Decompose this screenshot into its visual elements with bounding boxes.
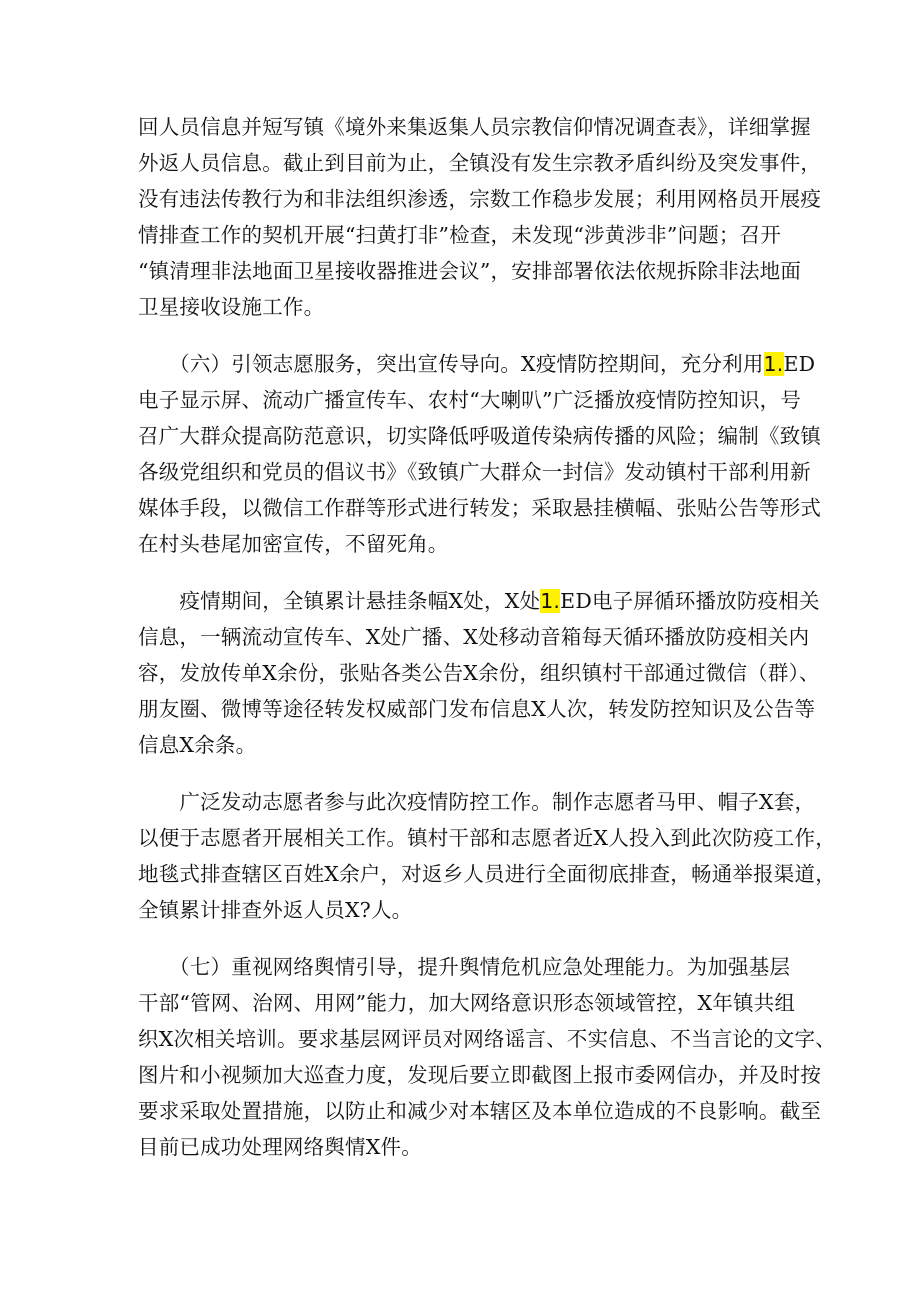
text-line	[138, 382, 802, 418]
text-line	[138, 892, 792, 928]
text-segment: 媒体手段，以微信工作群等形式进行转发；采取悬挂横幅、张贴公告等形式	[138, 496, 822, 520]
text-line	[138, 346, 816, 382]
text-segment: 要求采取处置措施，以防止和减少对本辖区及本单位造成的不良影响。截至	[138, 1099, 822, 1123]
text-segment: “镇清理非法地面卫星接收器推进会议”，安排部署依法依规拆除非法地面	[138, 259, 802, 283]
text-line	[138, 490, 822, 526]
text-segment: 各级党组织和党员的倡议书》《致镇广大群众一封信》发动镇村干部利用新	[138, 460, 811, 484]
text-segment: 干部“管网、治网、用网”能力，加大网络意识形态领域管控，X年镇共组	[138, 991, 796, 1015]
text-line	[138, 691, 816, 727]
text-segment: 地毯式排查辖区百姓X余户，对返乡人员进行全面彻底排查，畅通举报渠道，	[138, 862, 836, 886]
text-line	[138, 217, 792, 253]
text-segment: 情排查工作的契机开展“扫黄打非”检查，未发现“涉黄涉非”问题；召开	[138, 223, 782, 247]
text-line	[138, 985, 796, 1021]
text-line	[138, 619, 810, 655]
text-line	[138, 109, 811, 145]
text-segment: ED	[783, 352, 816, 376]
text-line	[138, 949, 792, 985]
text-line	[138, 454, 811, 490]
paragraph-epidemic-publicity	[138, 583, 820, 763]
text-line	[138, 784, 816, 820]
text-segment: 全镇累计排查外返人员X?人。	[138, 898, 413, 922]
text-segment: 容，发放传单X余份，张贴各类公告X余份，组织镇村干部通过微信（群）、	[138, 661, 820, 685]
text-segment: 朋友圈、微博等途径转发权威部门发布信息X人次，转发防控知识及公告等	[138, 697, 816, 721]
text-line	[138, 181, 822, 217]
text-segment: 外返人员信息。截止到目前为止，全镇没有发生宗教矛盾纠纷及突发事件，	[138, 151, 822, 175]
highlighted-text: 1.	[763, 352, 784, 376]
text-segment: 在村头巷尾加密宣传，不留死角。	[138, 532, 449, 556]
paragraph-religion-work	[138, 109, 822, 325]
text-line	[138, 727, 792, 763]
paragraph-volunteer-service	[138, 346, 822, 562]
paragraph-network-opinion	[138, 949, 836, 1165]
text-segment: 卫星接收设施工作。	[138, 295, 325, 319]
text-line	[138, 1021, 836, 1057]
highlighted-text: 1.	[540, 589, 561, 613]
text-line	[138, 583, 820, 619]
text-line	[138, 1093, 822, 1129]
text-line	[138, 1057, 822, 1093]
text-line	[138, 253, 802, 289]
text-line	[138, 856, 836, 892]
text-segment: （六）引领志愿服务，突出宣传导向。X疫情防控期间，充分利用	[138, 352, 764, 376]
text-segment: 电子显示屏、流动广播宣传车、农村“大喇叭”广泛播放疫情防控知识，号	[138, 388, 802, 412]
text-segment: 信息X余条。	[138, 733, 257, 757]
text-line	[138, 289, 792, 325]
paragraph-volunteer-mobilization	[138, 784, 836, 928]
text-segment: 召广大群众提高防范意识，切实降低呼吸道传染病传播的风险；编制《致镇	[138, 424, 822, 448]
text-segment: 没有违法传教行为和非法组织渗透，宗数工作稳步发展；利用网格员开展疫	[138, 187, 822, 211]
text-segment: 图片和小视频加大巡查力度，发现后要立即截图上报市委网信办，并及时按	[138, 1063, 822, 1087]
text-segment: 目前已成功处理网络舆情X件。	[138, 1135, 422, 1159]
text-segment: （七）重视网络舆情引导，提升舆情危机应急处理能力。为加强基层	[138, 955, 791, 979]
text-segment: 信息，一辆流动宣传车、X处广播、X处移动音箱每天循环播放防疫相关内	[138, 625, 810, 649]
text-line	[138, 820, 836, 856]
text-segment: 广泛发动志愿者参与此次疫情防控工作。制作志愿者马甲、帽子X套，	[138, 790, 816, 814]
text-segment: 织X次相关培训。要求基层网评员对网络谣言、不实信息、不当言论的文字、	[138, 1027, 836, 1051]
text-line	[138, 526, 792, 562]
text-line	[138, 655, 820, 691]
text-line	[138, 1129, 792, 1165]
text-line	[138, 145, 822, 181]
text-segment: 回人员信息并短写镇《境外来集返集人员宗教信仰情况调查表》，详细掌握	[138, 115, 811, 139]
text-segment: ED电子屏循环播放防疫相关	[560, 589, 820, 613]
text-line	[138, 418, 822, 454]
text-segment: 以便于志愿者开展相关工作。镇村干部和志愿者近X人投入到此次防疫工作，	[138, 826, 836, 850]
text-segment: 疫情期间，全镇累计悬挂条幅X处，X处	[138, 589, 541, 613]
